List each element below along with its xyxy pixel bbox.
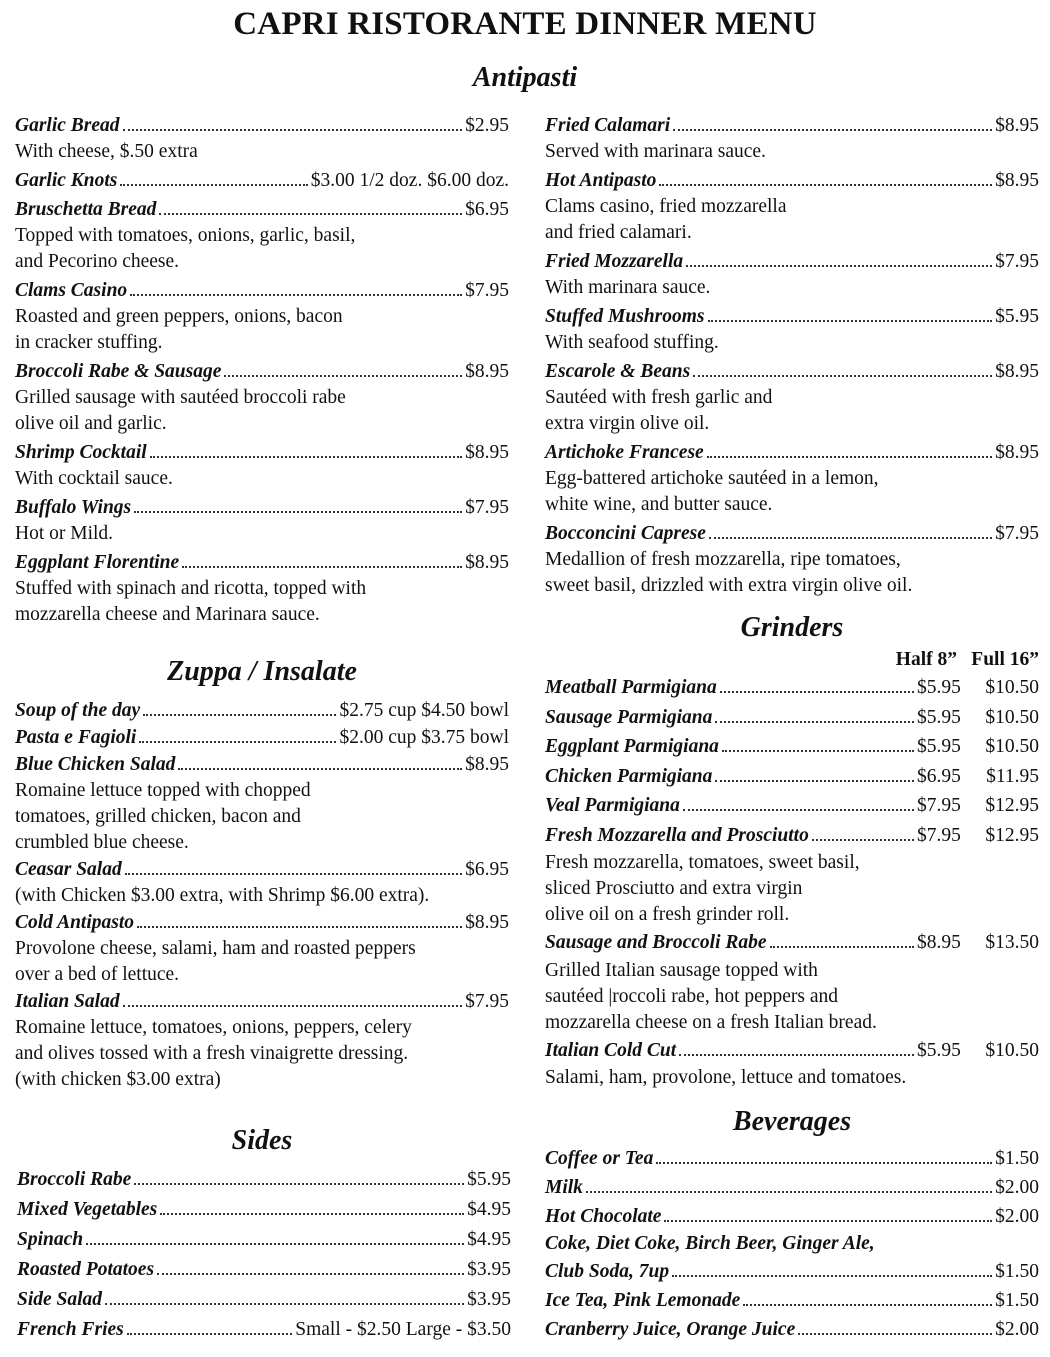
zuppa-column: [15, 698, 509, 1094]
menu-item: [15, 359, 509, 385]
dot-leader: [182, 566, 462, 568]
menu-item-name: Blue Chicken Salad: [15, 754, 176, 775]
dot-leader: [656, 1162, 992, 1164]
grinder-full-price: $12.95: [985, 824, 1039, 846]
grinders-heading: Grinders: [740, 612, 844, 643]
menu-item-description: and fried calamari.: [545, 222, 692, 243]
menu-item-name: Eggplant Florentine: [15, 552, 180, 573]
menu-item-description: Romaine lettuce topped with chopped: [15, 780, 311, 801]
dot-leader: [125, 873, 462, 875]
dot-leader: [105, 1303, 464, 1305]
menu-item-price: $8.95: [465, 552, 509, 573]
menu-item-description: Topped with tomatoes, onions, garlic, basil,: [15, 225, 356, 246]
menu-item: [15, 168, 509, 194]
menu-item-name: Bruschetta Bread: [15, 199, 157, 220]
grinder-item-name: Meatball Parmigiana: [545, 677, 717, 698]
menu-item-price: $8.95: [465, 361, 509, 382]
dot-leader: [708, 320, 993, 322]
menu-item: [15, 910, 509, 936]
menu-item-description: (with Chicken $3.00 extra, with Shrimp $6.00 extra).: [15, 885, 430, 906]
beverages-heading: Beverages: [732, 1106, 852, 1137]
dot-leader: [798, 1333, 992, 1335]
menu-title: CAPRI RISTORANTE DINNER MENU: [233, 6, 817, 42]
menu-item-description: With marinara sauce.: [545, 277, 711, 298]
menu-item: [545, 440, 1039, 466]
dot-leader: [707, 456, 992, 458]
menu-item-description: Medallion of fresh mozzarella, ripe tomatoes,: [545, 549, 901, 570]
menu-item-name: Garlic Bread: [15, 115, 120, 136]
zuppa-heading: Zuppa / Insalate: [167, 656, 357, 687]
grinder-item-name: Eggplant Parmigiana: [545, 736, 719, 757]
grinder-item-description: sautéed |roccoli rabe, hot peppers and: [545, 985, 839, 1007]
menu-item-name: Cold Antipasto: [15, 912, 135, 933]
grinder-item-description: Salami, ham, provolone, lettuce and tomatoes.: [545, 1067, 907, 1088]
menu-item: [15, 278, 509, 304]
menu-item-price: $7.95: [465, 991, 509, 1012]
menu-item-name: Milk: [545, 1177, 583, 1198]
menu-item: [545, 1257, 1039, 1286]
dot-leader: [672, 1275, 992, 1277]
dot-leader: [127, 1333, 293, 1335]
menu-item-name: Shrimp Cocktail: [15, 442, 147, 463]
menu-item: [17, 1165, 511, 1195]
dot-leader: [160, 1213, 464, 1215]
menu-item-name: Escarole & Beans: [545, 361, 691, 382]
dot-leader: [743, 1304, 992, 1306]
dot-leader: [720, 691, 914, 693]
full-size-label: Full 16”: [971, 649, 1039, 670]
menu-item-price: $4.95: [467, 1199, 511, 1220]
dot-leader: [770, 946, 914, 948]
grinder-item-name: Sausage and Broccoli Rabe: [545, 932, 767, 953]
grinders-column: [545, 647, 1039, 1091]
menu-item-description: With seafood stuffing.: [545, 332, 719, 353]
grinder-full-price: $10.50: [985, 677, 1039, 698]
menu-item-price: $2.95: [465, 115, 509, 136]
grinder-item: [545, 928, 1039, 958]
menu-item-price: $2.00: [995, 1177, 1039, 1198]
menu-item-price: $2.00: [995, 1206, 1039, 1227]
grinder-item: [545, 732, 1039, 762]
dot-leader: [86, 1243, 464, 1245]
grinder-item: [545, 821, 1039, 851]
menu-item-price: $8.95: [995, 361, 1039, 382]
menu-item-name: Stuffed Mushrooms: [545, 306, 705, 327]
menu-item-name: Italian Salad: [15, 991, 120, 1012]
menu-item: [545, 1144, 1039, 1173]
grinder-item-description: mozzarella cheese on a fresh Italian bread.: [545, 1011, 877, 1033]
menu-item: [545, 304, 1039, 330]
grinder-half-price: $7.95: [917, 824, 961, 846]
menu-item: [15, 857, 509, 883]
beverages-column: [545, 1144, 1039, 1344]
menu-item-name: Side Salad: [17, 1289, 103, 1310]
menu-item-description: With cocktail sauce.: [15, 468, 173, 489]
menu-item-price: $8.95: [465, 754, 509, 775]
menu-item-description: tomatoes, grilled chicken, bacon and: [15, 806, 301, 827]
menu-item-description: and olives tossed with a fresh vinaigrette dressing.: [15, 1043, 409, 1064]
dot-leader: [664, 1220, 992, 1222]
menu-item-price: Small - $2.50 Large - $3.50: [295, 1319, 511, 1340]
menu-item-name: Buffalo Wings: [15, 497, 132, 518]
dot-leader: [120, 184, 307, 186]
menu-item-description: white wine, and butter sauce.: [545, 494, 773, 515]
menu-item-description: Grilled sausage with sautéed broccoli rabe: [15, 387, 346, 408]
menu-item-description: Stuffed with spinach and ricotta, topped with: [15, 578, 367, 599]
menu-item-price: $3.95: [467, 1259, 511, 1280]
grinder-full-price: $10.50: [985, 736, 1039, 757]
menu-item: [545, 249, 1039, 275]
menu-item: [15, 725, 509, 751]
menu-item-name: Artichoke Francese: [545, 442, 704, 463]
menu-item-description: Egg-battered artichoke sautéed in a lemon,: [545, 468, 879, 489]
menu-item: [545, 168, 1039, 194]
menu-item-price: $8.95: [465, 442, 509, 463]
menu-item: [15, 550, 509, 576]
menu-item-price: $2.00 cup $3.75 bowl: [339, 727, 509, 748]
grinder-full-price: $13.50: [985, 932, 1039, 953]
menu-item-name: Garlic Knots: [15, 170, 118, 191]
menu-item-name: Broccoli Rabe & Sausage: [15, 361, 222, 382]
menu-item-name: Ceasar Salad: [15, 859, 122, 880]
menu-item: [15, 440, 509, 466]
menu-item-name: French Fries: [17, 1319, 124, 1340]
dot-leader: [673, 129, 992, 131]
grinder-half-price: $5.95: [917, 1039, 961, 1061]
menu-item-description: Sautéed with fresh garlic and: [545, 387, 773, 408]
menu-item-name: Hot Chocolate: [545, 1206, 662, 1227]
grinder-full-price: $12.95: [985, 795, 1039, 816]
grinder-item-description: sliced Prosciutto and extra virgin: [545, 878, 803, 899]
menu-item-price: $7.95: [995, 523, 1039, 544]
grinders-size-header: [545, 647, 1039, 673]
sides-column: [17, 1165, 511, 1345]
grinder-item: [545, 791, 1039, 821]
menu-item-description: and Pecorino cheese.: [15, 251, 180, 272]
menu-item-description: Hot or Mild.: [15, 523, 114, 544]
menu-item-description: (with chicken $3.00 extra): [15, 1069, 221, 1090]
dot-leader: [134, 1183, 464, 1185]
menu-item: [545, 521, 1039, 547]
menu-item: [545, 113, 1039, 139]
menu-item: [17, 1285, 511, 1315]
menu-item-name-line: Coke, Diet Coke, Birch Beer, Ginger Ale,: [545, 1233, 875, 1254]
menu-item-name: Soup of the day: [15, 700, 141, 721]
dot-leader: [178, 768, 462, 770]
dot-leader: [715, 780, 914, 782]
menu-item-price: $7.95: [465, 280, 509, 301]
dot-leader: [715, 721, 914, 723]
grinder-half-price: $5.95: [917, 736, 961, 757]
dot-leader: [143, 714, 336, 716]
dot-leader: [134, 511, 462, 513]
grinder-full-price: $10.50: [985, 706, 1039, 728]
menu-item: [545, 1173, 1039, 1202]
grinder-item: [545, 673, 1039, 703]
menu-item-price: $2.75 cup $4.50 bowl: [339, 700, 509, 721]
dot-leader: [659, 184, 992, 186]
menu-item-name: Cranberry Juice, Orange Juice: [545, 1319, 796, 1340]
menu-item-price: $7.95: [995, 251, 1039, 272]
antipasti-left-column: [15, 113, 509, 631]
menu-item: [545, 1315, 1039, 1344]
grinder-half-price: $5.95: [917, 706, 961, 728]
menu-item-description: Roasted and green peppers, onions, bacon: [15, 306, 343, 327]
menu-item-description: Served with marinara sauce.: [545, 141, 766, 162]
menu-item: [17, 1255, 511, 1285]
menu-item-description: Romaine lettuce, tomatoes, onions, peppers, celery: [15, 1017, 412, 1038]
menu-item-price: $3.00 1/2 doz. $6.00 doz.: [310, 170, 509, 191]
menu-item: [15, 752, 509, 778]
menu-item-name: Fried Mozzarella: [545, 251, 684, 272]
menu-item-price: $8.95: [995, 170, 1039, 191]
menu-item-description: mozzarella cheese and Marinara sauce.: [15, 604, 320, 625]
menu-item-description: Provolone cheese, salami, ham and roasted peppers: [15, 938, 416, 959]
dot-leader: [139, 741, 336, 743]
dot-leader: [812, 839, 914, 841]
menu-item-price: $1.50: [995, 1148, 1039, 1169]
grinder-item-description: Fresh mozzarella, tomatoes, sweet basil,: [545, 852, 860, 873]
grinder-item-name: Chicken Parmigiana: [545, 765, 713, 787]
menu-item: [545, 1286, 1039, 1315]
grinder-half-price: $5.95: [917, 677, 961, 698]
menu-item-name: Broccoli Rabe: [17, 1169, 132, 1190]
dot-leader: [159, 213, 462, 215]
menu-item-price: $3.95: [467, 1289, 511, 1310]
menu-item-name: Club Soda, 7up: [545, 1261, 670, 1282]
menu-item-price: $6.95: [465, 859, 509, 880]
grinder-item-name: Fresh Mozzarella and Prosciutto: [545, 824, 809, 846]
menu-item-price: $5.95: [995, 306, 1039, 327]
grinder-item: [545, 703, 1039, 733]
menu-item-name: Coffee or Tea: [545, 1148, 654, 1169]
menu-item-description: extra virgin olive oil.: [545, 413, 710, 434]
grinder-item-description: Grilled Italian sausage topped with: [545, 959, 818, 981]
dot-leader: [123, 1005, 463, 1007]
grinder-full-price: $10.50: [985, 1039, 1039, 1061]
menu-item-name: Clams Casino: [15, 280, 128, 301]
menu-item-description: With cheese, $.50 extra: [15, 141, 198, 162]
dot-leader: [686, 265, 992, 267]
grinder-item-name: Italian Cold Cut: [545, 1039, 677, 1061]
menu-item-name: Fried Calamari: [545, 115, 671, 136]
menu-item-description: Clams casino, fried mozzarella: [545, 196, 787, 217]
menu-item-price: $4.95: [467, 1229, 511, 1250]
antipasti-right-column: [545, 113, 1039, 602]
menu-item-price: $8.95: [995, 442, 1039, 463]
dot-leader: [722, 750, 914, 752]
menu-item: [17, 1195, 511, 1225]
dot-leader: [679, 1054, 914, 1056]
menu-item-description: in cracker stuffing.: [15, 332, 163, 353]
menu-item-name: Mixed Vegetables: [17, 1199, 158, 1220]
menu-item-name: Pasta e Fagioli: [15, 727, 137, 748]
grinder-item-name: Veal Parmigiana: [545, 795, 680, 816]
menu-item: [15, 197, 509, 223]
grinder-half-price: $8.95: [917, 932, 961, 953]
menu-item-name: Bocconcini Caprese: [545, 523, 706, 544]
dot-leader: [157, 1273, 464, 1275]
grinder-item-description: olive oil on a fresh grinder roll.: [545, 904, 790, 925]
menu-item-price: $7.95: [465, 497, 509, 518]
menu-item-price: $8.95: [465, 912, 509, 933]
menu-item-price: $2.00: [995, 1319, 1039, 1340]
menu-item-price: $8.95: [995, 115, 1039, 136]
dot-leader: [150, 456, 462, 458]
antipasti-heading: Antipasti: [472, 62, 578, 93]
dot-leader: [224, 375, 462, 377]
dot-leader: [693, 375, 992, 377]
menu-item: [15, 113, 509, 139]
dot-leader: [586, 1191, 992, 1193]
menu-item-name: Spinach: [17, 1229, 84, 1250]
menu-item-name: Hot Antipasto: [545, 170, 657, 191]
menu-item-description: olive oil and garlic.: [15, 413, 167, 434]
menu-item-description: sweet basil, drizzled with extra virgin olive oil.: [545, 575, 913, 596]
menu-item: [15, 989, 509, 1015]
dot-leader: [130, 294, 462, 296]
menu-item-price: $1.50: [995, 1290, 1039, 1311]
menu-item-name: Ice Tea, Pink Lemonade: [545, 1290, 741, 1311]
grinder-full-price: $11.95: [986, 765, 1039, 787]
dot-leader: [123, 129, 463, 131]
grinder-item-name: Sausage Parmigiana: [545, 706, 713, 728]
menu-item: [17, 1315, 511, 1345]
half-size-label: Half 8”: [895, 649, 957, 670]
menu-item-description: crumbled blue cheese.: [15, 832, 189, 853]
dot-leader: [137, 926, 462, 928]
menu-item: [15, 495, 509, 521]
grinder-item: [545, 1036, 1039, 1066]
menu-item-price: $5.95: [467, 1169, 511, 1190]
grinder-item: [545, 762, 1039, 792]
dot-leader: [683, 809, 914, 811]
menu-item: [545, 359, 1039, 385]
sides-heading: Sides: [231, 1125, 293, 1156]
menu-item-price: $1.50: [995, 1261, 1039, 1282]
menu-item: [15, 698, 509, 724]
menu-item-description: over a bed of lettuce.: [15, 964, 180, 985]
menu-item-name: Roasted Potatoes: [17, 1259, 155, 1280]
dot-leader: [709, 537, 992, 539]
menu-item-price: $6.95: [465, 199, 509, 220]
menu-item: [545, 1202, 1039, 1231]
grinder-half-price: $7.95: [917, 795, 961, 816]
menu-item: [17, 1225, 511, 1255]
grinder-half-price: $6.95: [917, 765, 961, 787]
